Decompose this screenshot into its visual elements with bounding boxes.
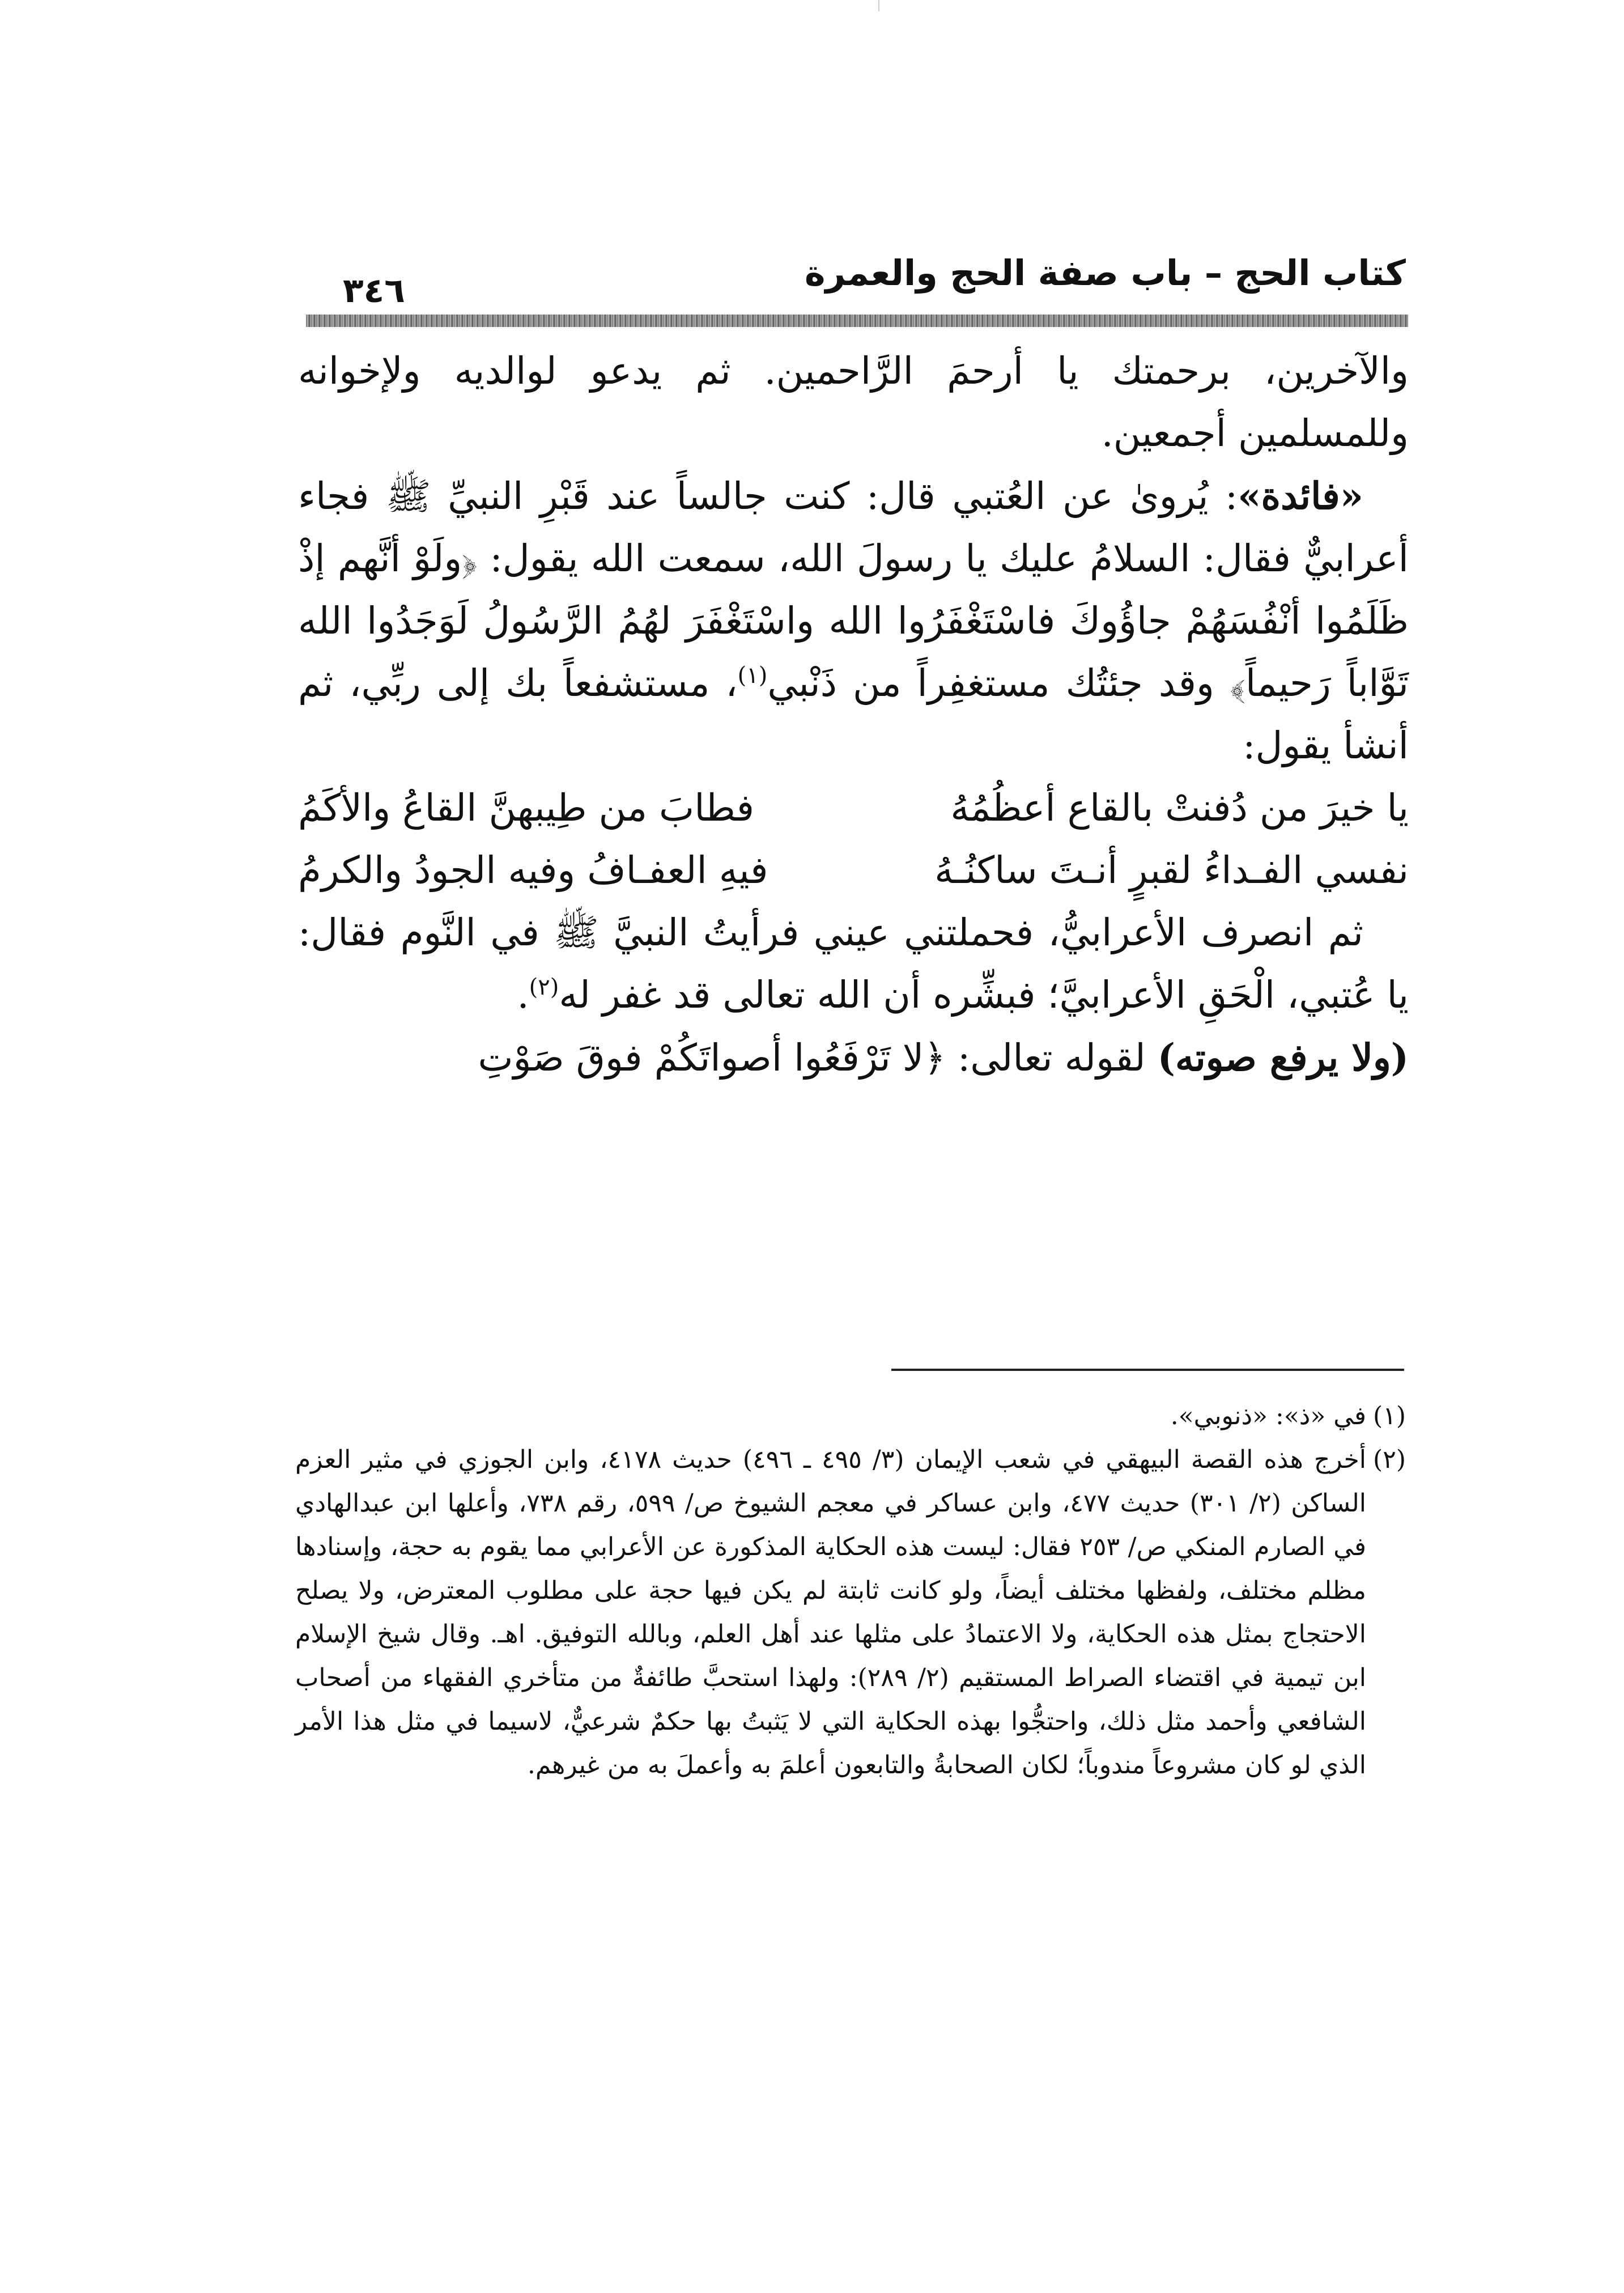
footnote-number: (٢)	[1373, 1445, 1406, 1474]
footnote-text: أخرج هذه القصة البيهقي في شعب الإيمان (٣/ ٤٩٥ ـ ٤٩٦) حديث ٤١٧٨، وابن الجوزي في مثير العزم الساكن (٢/ ٣٠١) حديث ٤٧٧، وابن عساكر في معجم الشيوخ ص/ ٥٩٩، رقم ٧٣٨، وأعلها ابن عبدالهادي في الصارم المنكي ص/ ٢٥٣ فقال: ليست هذه الحكاية المذكورة عن الأعرابي مما يقوم به حجة، وإسنادها مظلم مختلف، ولفظها مختلف أيضاً، ولو كانت ثابتة لم يكن فيها حجة على مطلوب المعترض، ولا يصلح الاحتجاج بمثل هذه الحكاية، ولا الاعتمادُ على مثلها عند أهل العلم، وبالله التوفيق. اهـ. وقال شيخ الإسلام ابن تيمية في اقتضاء الصراط المستقيم (٢/ ٢٨٩): ولهذا استحبَّ طائفةٌ من متأخري الفقهاء من أصحاب الشافعي وأحمد مثل ذلك، واحتجُّوا بهذه الحكاية التي لا يَثبتُ بها حكمٌ شرعيٌّ، لاسيما في مثل هذا الأمر الذي لو كان مشروعاً مندوباً؛ لكان الصحابةُ والتابعون أعلمَ به وأعملَ به من غيرهم.	[295, 1445, 1367, 1780]
verse-line-1	[298, 777, 1409, 839]
paragraph-3	[298, 902, 1409, 1026]
paragraph-2-text-a: : يُروىٰ عن العُتبي قال: كنت جالساً عند قَبْرِ النبيِّ ﷺ فجاء أعرابيٌّ فقال: السلامُ عليك يا رسولَ الله، سمعت الله يقول: ﴿ولَوْ أنَّهم إذْ ظَلَمُوا أنْفُسَهُمْ جاؤُوكَ فاسْتَغْفَرُوا الله واسْتَغْفَرَ لهُمُ الرَّسُولُ لَوَجَدُوا الله تَوَّاباً رَحيماً﴾ وقد جئتُك مستغفِراً من ذَنْبي	[298, 474, 1409, 705]
verse-2-first-hemistich: نفسي الفـداءُ لقبرٍ أنـتَ ساكنُـهُ	[934, 848, 1409, 892]
verse-2-second-hemistich: فيهِ العفـافُ وفيه الجودُ والكرمُ	[298, 848, 768, 892]
paragraph-4	[298, 1026, 1409, 1089]
paragraph-3-text: ثم انصرف الأعرابيُّ، فحملتني عيني فرأيتُ النبيَّ ﷺ في النَّوم فقال: يا عُتبي، الْحَقِ الأعرابيَّ؛ فبشِّره أن الله تعالى قد غفر له	[298, 911, 1409, 1017]
verse-1-second-hemistich: فطابَ من طِيبهنَّ القاعُ والأكَمُ	[298, 786, 754, 830]
footnote-text: في «ذ»: «ذنوبي».	[1170, 1402, 1366, 1430]
footnote-ref-1[interactable]: (١)	[737, 663, 768, 689]
footnote-ref-2[interactable]: (٢)	[529, 974, 559, 1000]
paragraph-4-text: لقوله تعالى: ﴿لا تَرْفَعُوا أصواتَكُمْ فوقَ صَوْتِ	[478, 1036, 1158, 1080]
main-text	[298, 340, 1409, 1089]
verse-line-2	[298, 839, 1409, 902]
footnote-1	[295, 1394, 1406, 1438]
paragraph-2	[298, 465, 1409, 777]
page-number: ٣٤٦	[343, 271, 405, 311]
footnote-2	[295, 1438, 1406, 1787]
scan-artifact	[878, 0, 879, 11]
ruling-term: (ولا يرفع صوته)	[1157, 1035, 1409, 1080]
footnote-number: (١)	[1373, 1402, 1406, 1430]
header-divider	[306, 315, 1408, 327]
verse-1-first-hemistich: يا خيرَ من دُفنتْ بالقاع أعظُمُهُ	[950, 786, 1409, 830]
paragraph-3-end: .	[517, 973, 529, 1017]
benefit-term: «فائدة»	[1238, 474, 1363, 518]
paragraph-1: والآخرين، برحمتك يا أرحمَ الرَّاحمين. ثم يدعو لوالديه ولإخوانه وللمسلمين أجمعين.	[298, 349, 1409, 455]
footnotes	[295, 1394, 1406, 1787]
paragraph-2-text-b: ، مستشفعاً بك إلى ربِّي، ثم أنشأ يقول:	[298, 661, 1409, 767]
running-title: كتاب الحج – باب صفة الحج والعمرة	[804, 252, 1406, 294]
footnote-divider	[891, 1369, 1404, 1371]
